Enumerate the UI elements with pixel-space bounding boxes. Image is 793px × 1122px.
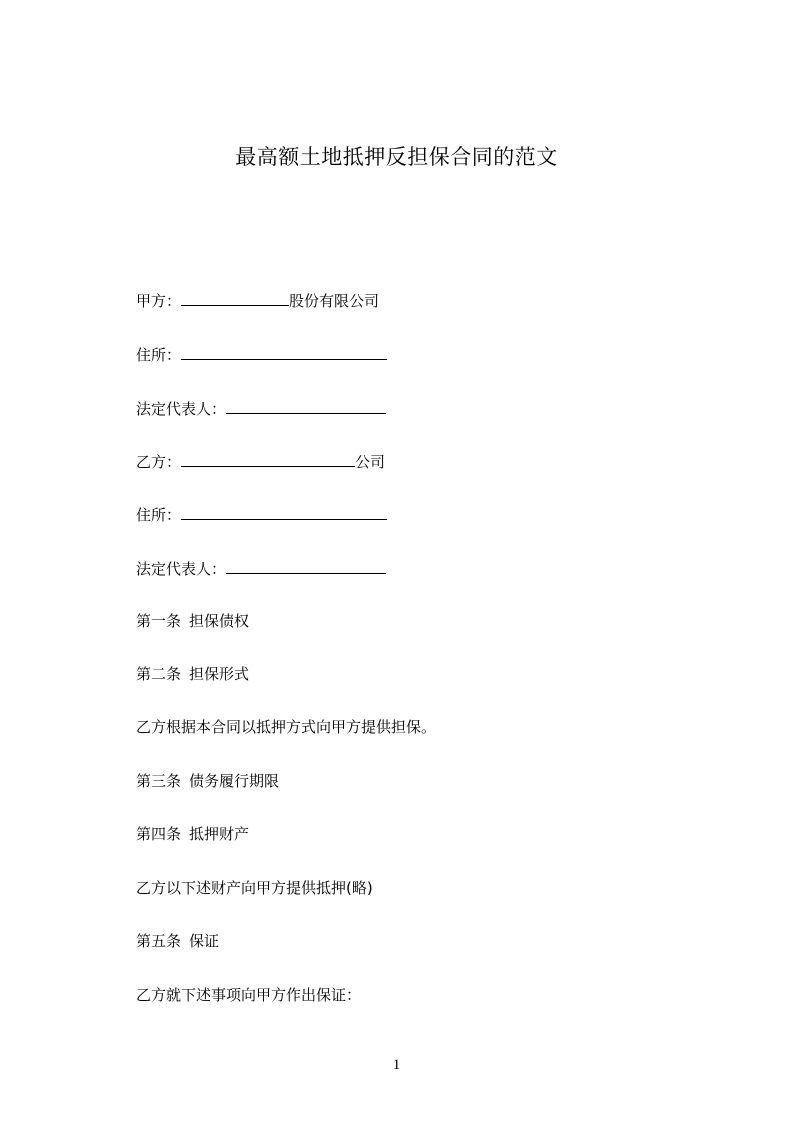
- article-title: 担保债权: [189, 612, 250, 630]
- article-number: 第二条: [136, 665, 182, 683]
- representative-a-line: [136, 398, 386, 419]
- party-b-blank: [181, 451, 355, 467]
- representative-a-blank: [226, 398, 386, 414]
- article-number: 第一条: [136, 612, 182, 630]
- article-3-heading: [136, 771, 279, 791]
- representative-b-blank: [226, 558, 386, 574]
- paragraph-mortgaged-property: 乙方以下述财产向甲方提供抵押(略): [136, 879, 373, 897]
- article-4-heading: [136, 824, 249, 844]
- article-title: 抵押财产: [189, 825, 250, 843]
- party-a-line: [136, 290, 379, 311]
- address-a-blank: [181, 344, 387, 360]
- address-a-line: [136, 344, 387, 365]
- party-a-blank: [181, 290, 289, 306]
- document-title: 最高额土地抵押反担保合同的范文: [235, 145, 558, 169]
- address-b-label: 住所：: [136, 506, 182, 524]
- representative-a-label: 法定代表人：: [136, 400, 227, 418]
- article-2-heading: [136, 664, 249, 684]
- article-number: 第四条: [136, 825, 182, 843]
- article-number: 第五条: [136, 932, 182, 950]
- paragraph-warranty: 乙方就下述事项向甲方作出保证：: [136, 986, 362, 1004]
- page-number: 1: [392, 1057, 401, 1073]
- article-5-heading: [136, 931, 219, 951]
- address-a-label: 住所：: [136, 346, 182, 364]
- party-b-suffix: 公司: [355, 453, 386, 471]
- article-title: 担保形式: [189, 665, 250, 683]
- address-b-line: [136, 504, 387, 525]
- article-title: 保证: [189, 932, 220, 950]
- article-title: 债务履行期限: [189, 772, 280, 790]
- address-b-blank: [181, 504, 387, 520]
- party-b-label: 乙方：: [136, 453, 182, 471]
- representative-b-line: [136, 558, 386, 579]
- paragraph-guarantee-form: 乙方根据本合同以抵押方式向甲方提供担保。: [136, 718, 437, 736]
- party-a-suffix: 股份有限公司: [289, 292, 380, 310]
- party-b-line: [136, 451, 385, 472]
- representative-b-label: 法定代表人：: [136, 560, 227, 578]
- article-number: 第三条: [136, 772, 182, 790]
- party-a-label: 甲方：: [136, 292, 182, 310]
- article-1-heading: [136, 611, 249, 631]
